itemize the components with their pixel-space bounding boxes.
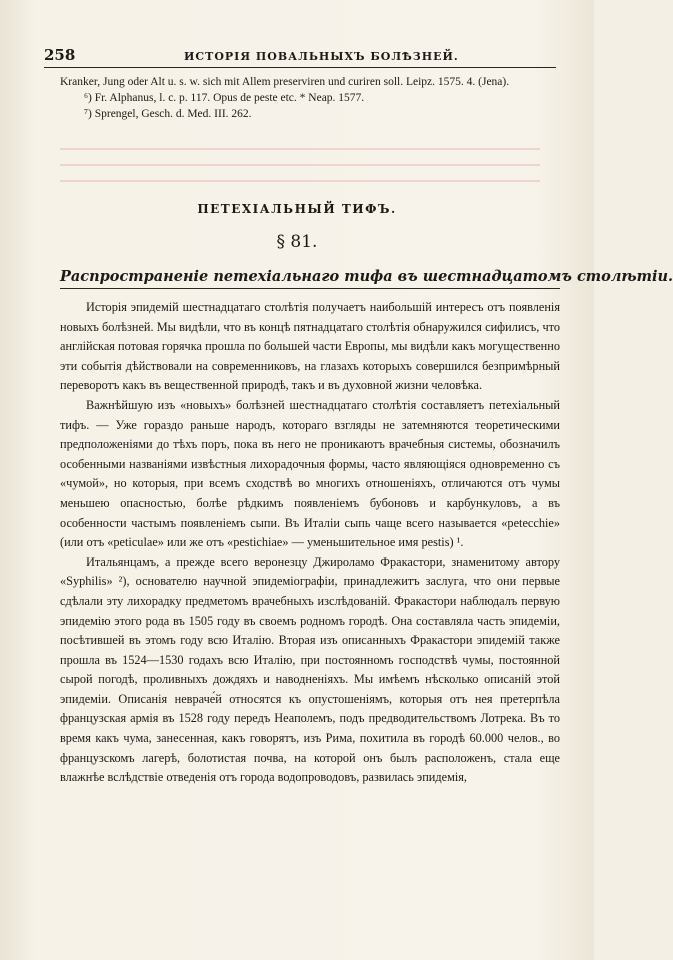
section-heading: ПЕТЕХІАЛЬНЫЙ ТИФЪ.	[197, 202, 397, 216]
footnotes	[60, 74, 560, 122]
paragraph: Итальянцамъ, а прежде всего веронезцу Джироламо Фракастори, знаменитому автору «Syphilis» ²), основателю научной эпидеміографіи, принадлежитъ заслуга, что они первые сдѣлали эту лихорадку предметомъ врачебныхъ изслѣдованій. Фракастори наблюдалъ первую эпидемію этого рода въ 1505 году въ своемъ родномъ городѣ. Она составляла часть эпидеміи, посѣтившей въ этомъ году всю Италію. Вторая изъ описанныхъ Фракастори эпидемій также прошла въ 1524—1530 годахъ всю Италію, при постоянномъ господствѣ чумы, постоянной сырой погодѣ, проливныхъ дождяхъ и наводненіяхъ. Мы имѣемъ нѣсколько описаній этой эпидеміи. Описанія невраче́й относятся къ опустошеніямъ, которыя отъ нея претерпѣла французская армія въ 1528 году передъ Неаполемъ, подъ предводительствомъ Лотрека. Въ то время какъ чума, занесенная, какъ говорятъ, изъ Рима, похитила въ городѣ 60.000 челов., во французскомъ лагерѣ, болотистая почва, на которой онъ былъ расположенъ, стала еще влажнѣе вслѣдствіе отведенія отъ города водопроводовъ, развилась эпидемія,	[60, 554, 560, 785]
section-subtitle: Распространеніе петехіальнаго тифа въ шестнадцатомъ столѣтіи.	[60, 268, 560, 289]
body-text	[60, 298, 560, 788]
paragraph: Исторія эпидемій шестнадцатаго столѣтія получаетъ наибольшій интересъ отъ появленія новыхъ болѣзней. Мы видѣли, что въ концѣ пятнадцатаго столѣтія обнаружился сифилисъ, что англійская потовая горячка прошла по большей части Европы, мы видѣли какъ могущественно эти событія дѣйствовали на современниковъ, на глазахъ которыхъ совершился безпримѣрный переворотъ какъ въ вещественной природѣ, такъ и въ духовной жизни человѣка.	[60, 300, 560, 393]
footnote: ⁷) Sprengel, Gesch. d. Med. III. 262.	[84, 108, 252, 120]
page-header	[44, 46, 556, 68]
bleed-through-stain	[60, 140, 540, 190]
paragraph: Важнѣйшую изъ «новыхъ» болѣзней шестнадцатаго столѣтія составляетъ петехіальный тифъ. — Уже гораздо раньше народъ, котораго взгляды не затемняются теоретическими предположеніями до тѣхъ поръ, пока въ него не проникаютъ врачебныя системы, обозначилъ особенными названіями извѣстныя лихорадочныя формы, часто являющіяся одновременно съ «чумой», но которыя, при всемъ сходствѣ во многихъ отношеніяхъ, отличаются отъ чумы меньшею опасностью, болѣе рѣдкимъ появленіемъ бубоновъ и карбункуловъ, а въ особенности частымъ появленіемъ сыпи. Въ Италіи сыпь чаще всего называется «petecchie» (или отъ «peticulae» или же отъ «pestichiae» — уменьшительное имя pestis) ¹.	[60, 397, 560, 550]
section-number: § 81.	[276, 232, 318, 252]
footnote: Kranker, Jung oder Alt u. s. w. sich mit Allem preserviren und curiren soll. Leipz. 1575. 4. (Jena).	[60, 76, 510, 88]
footnote: ⁶) Fr. Alphanus, l. c. p. 117. Opus de peste etc. * Neap. 1577.	[84, 92, 365, 104]
page-number: 258	[44, 46, 76, 64]
running-title: ИСТОРІЯ ПОВАЛЬНЫХЪ БОЛѢЗНЕЙ.	[184, 50, 459, 63]
